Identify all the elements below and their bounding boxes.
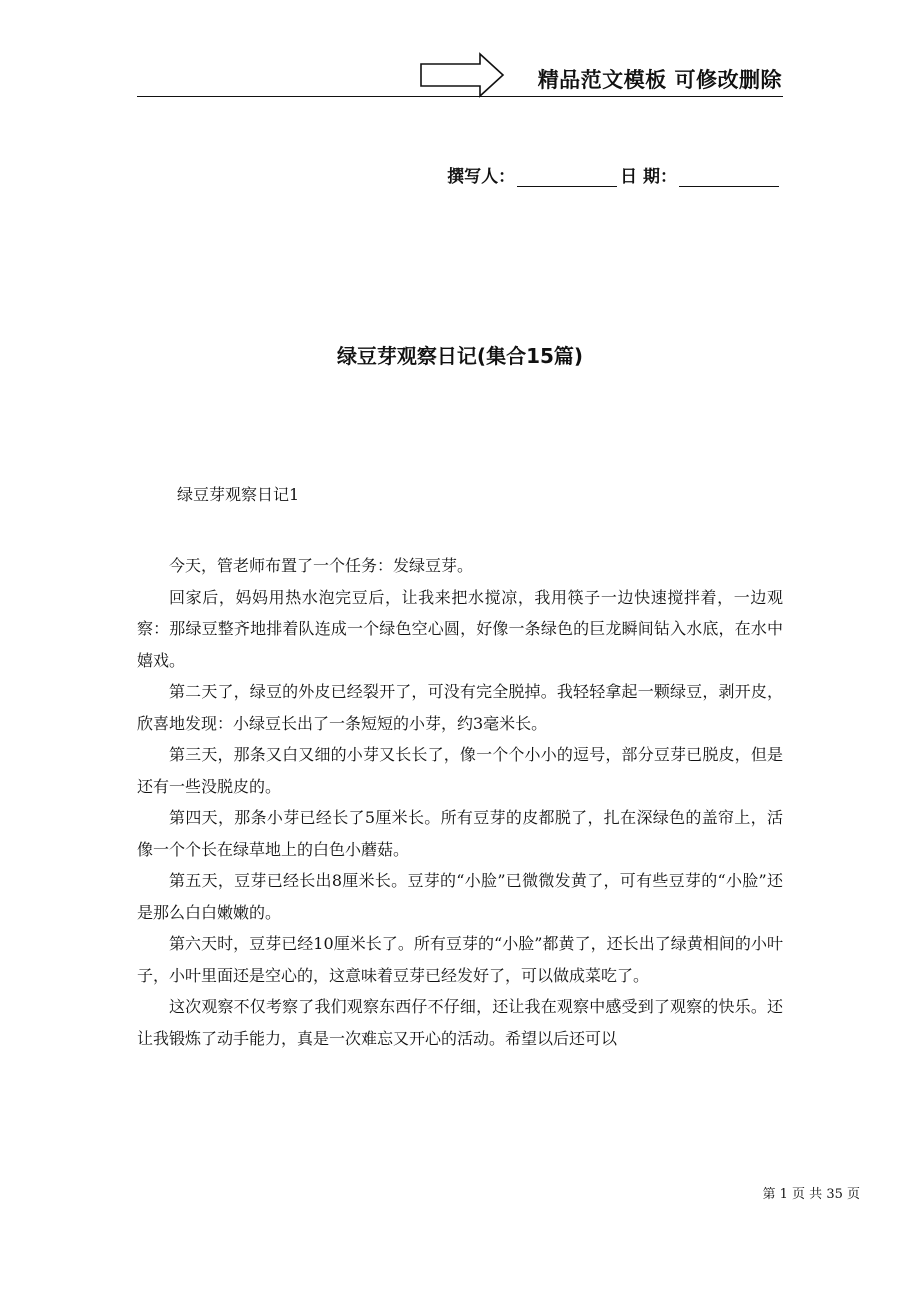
paragraph: 今天，管老师布置了一个任务：发绿豆芽。 (169, 556, 474, 575)
page-number: 第 1 页 共 35 页 (762, 1187, 860, 1202)
arrow-right-icon (420, 52, 506, 98)
author-date-line (447, 162, 782, 187)
body-text (137, 550, 783, 1054)
paragraph: 第二天了，绿豆的外皮已经裂开了，可没有完全脱掉。我轻轻拿起一颗绿豆，剥开皮，欣喜地发现：小绿豆长出了一条短短的小芽，约3毫米长。 (137, 682, 783, 733)
document-title: 绿豆芽观察日记(集合15篇) (336, 344, 584, 368)
header-divider (137, 96, 783, 97)
date-blank (679, 168, 779, 187)
paragraph: 回家后，妈妈用热水泡完豆后，让我来把水搅凉，我用筷子一边快速搅拌着，一边观察：那绿豆整齐地排着队连成一个绿色空心圆，好像一条绿色的巨龙瞬间钻入水底，在水中嬉戏。 (137, 587, 783, 670)
paragraph: 第四天，那条小芽已经长了5厘米长。所有豆芽的皮都脱了，扎在深绿色的盖帘上，活像一个个长在绿草地上的白色小蘑菇。 (137, 808, 783, 859)
paragraph: 这次观察不仅考察了我们观察东西仔不仔细，还让我在观察中感受到了观察的快乐。还让我锻炼了动手能力，真是一次难忘又开心的活动。希望以后还可以 (137, 997, 783, 1048)
paragraph: 第三天，那条又白又细的小芽又长长了，像一个个小小的逗号，部分豆芽已脱皮，但是还有一些没脱皮的。 (137, 745, 783, 796)
paragraph: 第六天时，豆芽已经10厘米长了。所有豆芽的“小脸”都黄了，还长出了绿黄相间的小叶子，小叶里面还是空心的，这意味着豆芽已经发好了，可以做成菜吃了。 (137, 934, 783, 985)
section-heading: 绿豆芽观察日记1 (177, 485, 300, 504)
author-blank (517, 168, 617, 187)
header-label: 精品范文模板 可修改删除 (537, 68, 782, 92)
author-label: 撰写人： (447, 167, 516, 187)
date-label: 日 期： (620, 167, 677, 187)
paragraph: 第五天，豆芽已经长出8厘米长。豆芽的“小脸”已微微发黄了，可有些豆芽的“小脸”还是那么白白嫩嫩的。 (137, 871, 783, 922)
